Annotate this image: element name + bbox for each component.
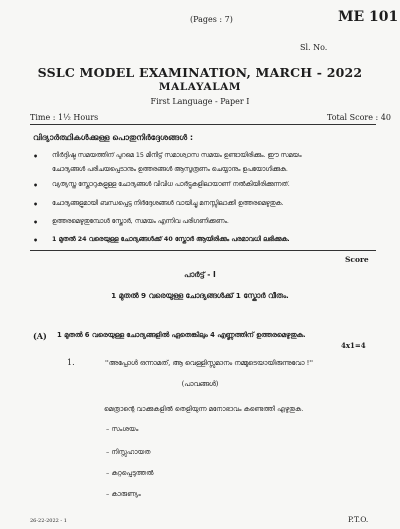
instruction-item: ഉത്തരമെഴുതുമ്പോൾ സ്കോർ, സമയം എന്നിവ പരിഗണിക്കണം.: [52, 218, 229, 225]
answer-option: – നിസ്സഹായത: [106, 448, 151, 456]
bullet: •: [33, 217, 39, 227]
subject-title: MALAYALAM: [158, 81, 242, 93]
bullet: •: [33, 180, 39, 190]
instruction-item: നിർദ്ദിഷ്ട സമയത്തിന് പുറമെ 15 മിനിട്ട് സമാശ്വാസ സമയം ഉണ്ടായിരിക്കും. ഈ സമയം: [52, 152, 302, 159]
section-instruction: 1 മുതൽ 6 വരെയുള്ള ചോദ്യങ്ങളിൽ ഏതെങ്കിലും 4 എണ്ണത്തിന് ഉത്തരമെഴുതുക.: [57, 331, 306, 339]
bullet: •: [33, 151, 39, 161]
time-allowed: Time : 1½ Hours: [30, 113, 99, 122]
exam-title: SSLC MODEL EXAMINATION, MARCH - 2022: [37, 65, 363, 80]
footer-date: 26-22-2022 - 1: [30, 518, 67, 524]
answer-option: – കുറ്റപ്പെടുത്തൽ: [106, 469, 154, 477]
question-quote: ''അപ്പോൾ ഒന്നാമത്, ആ വെള്ളിസ്സമാനം നമ്മുടെയായിരുന്നുവോ !'': [105, 359, 314, 367]
answer-option: – സംശയം: [106, 425, 139, 433]
instruction-item: 1 മുതൽ 24 വരെയുള്ള ചോദ്യങ്ങൾക്ക് 40 സ്കോർ ആയിരിക്കും പരമാവധി ലഭിക്കുക.: [52, 236, 290, 243]
bullet: •: [33, 235, 39, 245]
serial-number-label: Sl. No.: [300, 43, 328, 52]
page-turn-over: P.T.O.: [348, 515, 369, 524]
pages-count: (Pages : 7): [190, 15, 233, 24]
part-title: പാർട്ട് - I: [184, 270, 216, 279]
question-prompt: മെത്രാന്റെ വാക്കുകളിൽ തെളിയുന്ന മനോഭാവം കണ്ടെത്തി എഴുതുക.: [104, 405, 304, 413]
part-marks-note: 1 മുതൽ 9 വരെയുള്ള ചോദ്യങ്ങൾക്ക് 1 സ്കോർ വീതം.: [111, 291, 289, 300]
instructions-divider: [30, 250, 376, 251]
header-divider: [30, 124, 376, 125]
paper-name: First Language - Paper I: [150, 97, 250, 106]
score-column-label: Score: [345, 255, 369, 264]
question-number: 1.: [67, 358, 75, 367]
quote-source: (പാവങ്ങൾ): [181, 380, 219, 388]
instruction-item: ചോദ്യങ്ങൾ പരിചയപ്പെടാനും ഉത്തരങ്ങൾ ആസൂത്രണം ചെയ്യാനും ഉപയോഗിക്കുക.: [52, 166, 288, 173]
total-score: Total Score : 40: [327, 113, 391, 122]
paper-code: ME 101: [338, 9, 399, 25]
instruction-item: വ്യത്യസ്ത സ്കോറുകളുള്ള ചോദ്യങ്ങൾ വിവിധ പാർട്ടുകളിലായാണ് നൽകിയിരിക്കുന്നത്.: [52, 181, 290, 188]
instruction-item: ചോദ്യങ്ങളുമായി ബന്ധപ്പെട്ട നിർദ്ദേശങ്ങൾ വായിച്ചു മനസ്സിലാക്കി ഉത്തരമെഴുതുക.: [52, 200, 284, 207]
section-label: (A): [33, 331, 47, 341]
answer-option: – കാരുണ്യം: [106, 490, 141, 498]
section-score: 4x1=4: [341, 341, 366, 350]
bullet: •: [33, 199, 39, 209]
instructions-heading: വിദ്യാർത്ഥികൾക്കുള്ള പൊതുനിർദ്ദേശങ്ങൾ :: [33, 133, 194, 142]
